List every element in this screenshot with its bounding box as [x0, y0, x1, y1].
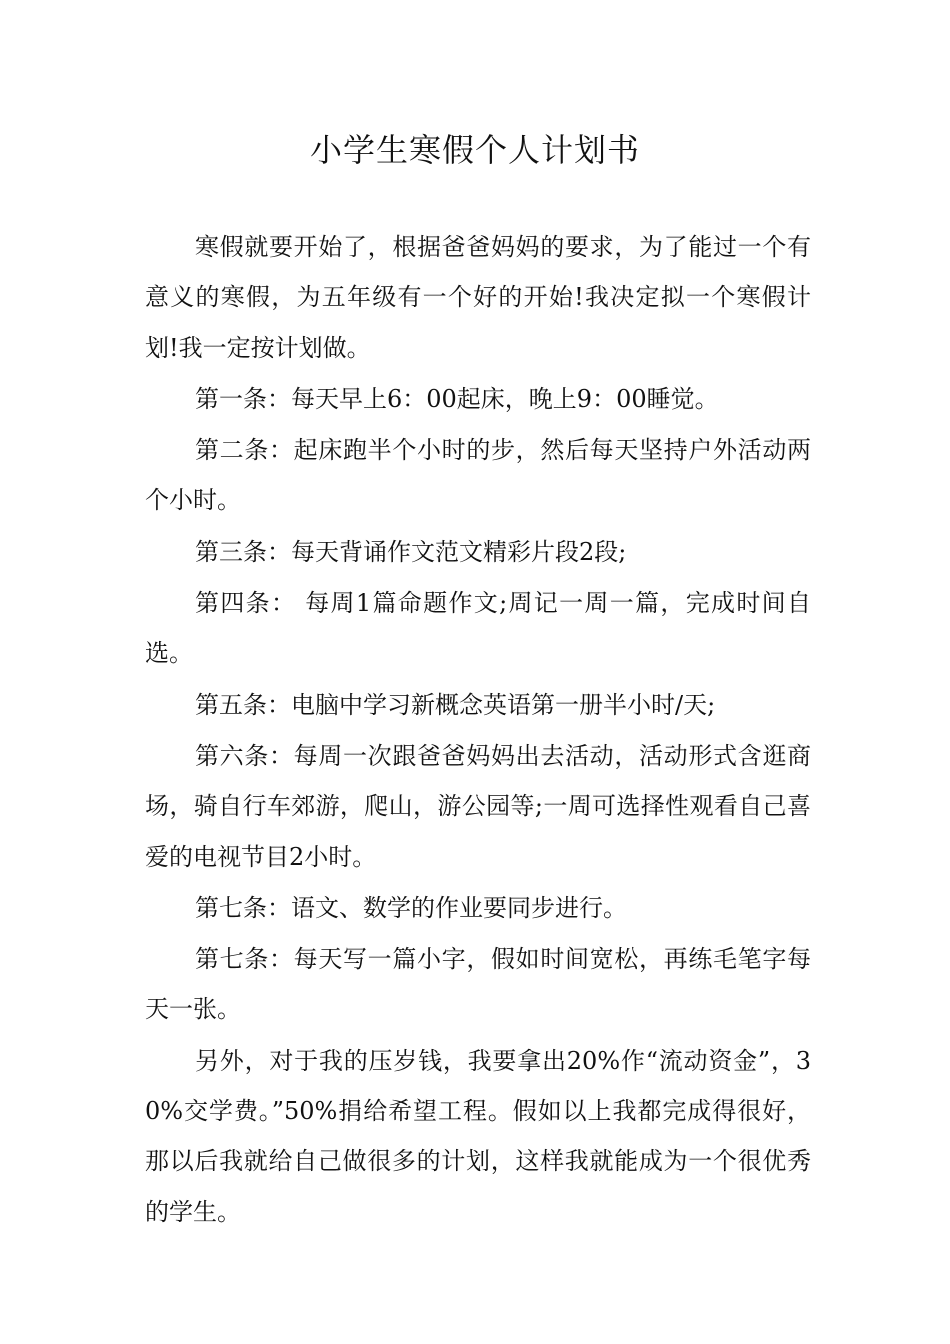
paragraph-rule-6: 第六条：每周一次跟爸爸妈妈出去活动，活动形式含逛商场，骑自行车郊游，爬山，游公园等;一周可选择性观看自己喜爱的电视节目2小时。 — [145, 741, 811, 871]
paragraph-rule-7a: 第七条：语文、数学的作业要同步进行。 — [195, 893, 627, 922]
paragraph-rule-1: 第一条：每天早上6：00起床，晚上9：00睡觉。 — [195, 384, 719, 413]
paragraph-rule-2: 第二条：起床跑半个小时的步，然后每天坚持户外活动两个小时。 — [145, 436, 811, 515]
paragraph-rule-5: 第五条：电脑中学习新概念英语第一册半小时/天; — [195, 690, 716, 719]
paragraph-intro: 寒假就要开始了，根据爸爸妈妈的要求，为了能过一个有意义的寒假，为五年级有一个好的开始!我决定拟一个寒假计划!我一定按计划做。 — [145, 233, 811, 362]
paragraph-rule-4: 第四条： 每周1篇命题作文;周记一周一篇，完成时间自选。 — [145, 589, 811, 668]
paragraph-rule-7b: 第七条：每天写一篇小字，假如时间宽松，再练毛笔字每天一张。 — [145, 945, 811, 1024]
paragraph-rule-3: 第三条：每天背诵作文范文精彩片段2段; — [195, 537, 627, 566]
document-title: 小学生寒假个人计划书 — [309, 131, 640, 169]
paragraph-conclusion: 另外，对于我的压岁钱，我要拿出20%作“流动资金”，30%交学费。”50%捐给希望工程。假如以上我都完成得很好，那以后我就给自己做很多的计划，这样我就能成为一个很优秀的学生。 — [145, 1046, 811, 1226]
document-body — [145, 222, 811, 1238]
